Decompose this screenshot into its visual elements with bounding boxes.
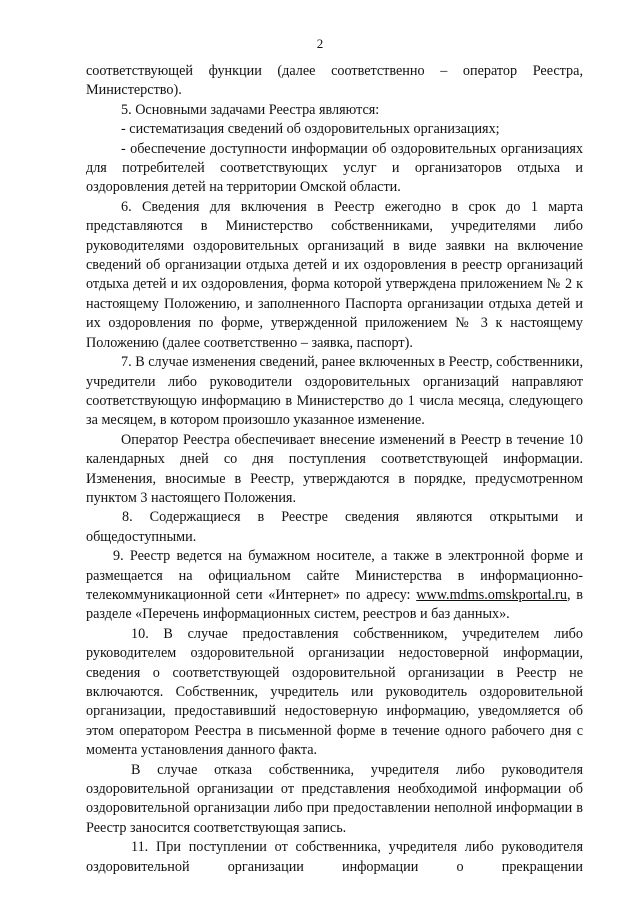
paragraph-10-refusal: В случае отказа собственника, учредителя либо руководителя оздоровительной организации от представления необходимой информации об оздоровительной организации либо при предоставлении неполной информации в Реестр заносится соответствующая запись. (86, 761, 583, 836)
paragraph-11: 11. При поступлении от собственника, учредителя либо руководителя оздоровительной организации информации о прекращении (86, 839, 583, 875)
paragraph-7-operator: Оператор Реестра обеспечивает внесение изменений в Реестр в течение 10 календарных дней со дня поступления соответствующей информации. Изменения, вносимые в Реестр, утверждаются в порядке, предусмотренном пунктом 3 настоящего Положения. (86, 431, 583, 506)
paragraph-5: 5. Основными задачами Реестра являются: (121, 101, 380, 118)
paragraph-continuation: соответствующей функции (далее соответственно – оператор Реестра, Министерство). (86, 63, 583, 99)
paragraph-9 (86, 547, 583, 625)
list-item-systematization: - систематизация сведений об оздоровительных организациях; (121, 121, 500, 138)
paragraph-10: 10. В случае предоставления собственником, учредителем либо руководителем оздоровительной организации недостоверной информации, сведения о соответствующей оздоровительной организации в Реестр не включаются. Собственник, учредитель или руководитель оздоровительной организации, предоставивший недостоверную информацию, уведомляется об этом оператором Реестра в письменной форме в течение одного рабочего дня с момента установления данного факта. (86, 625, 583, 759)
paragraph-9-tail: , в разделе «Перечень информационных систем, реестров и баз данных». (86, 586, 584, 623)
list-item-accessibility: - обеспечение доступности информации об оздоровительных организациях для потребителей соответствующих услуг и организаторов отдыха и оздоровления детей на территории Омской области. (86, 140, 583, 196)
document-body (86, 62, 583, 877)
page-number: 2 (316, 36, 324, 51)
paragraph-9-text: 9. Реестр ведется на бумажном носителе, а также в электронной форме и размещается на официальном сайте Министерства в информационно-телекоммуникационной сети «Интернет» по адресу: (86, 548, 583, 603)
paragraph-8: 8. Содержащиеся в Реестре сведения являются открытыми и общедоступными. (86, 509, 583, 545)
ministry-website-link[interactable]: www.mdms.omskportal.ru (416, 586, 567, 603)
paragraph-7: 7. В случае изменения сведений, ранее включенных в Реестр, собственники, учредители либо руководители оздоровительных организаций направляют соответствующую информацию в Министерство до 1 числа месяца, следующего за месяцем, в котором произошло указанное изменение. (86, 354, 584, 429)
paragraph-6: 6. Сведения для включения в Реестр ежегодно в срок до 1 марта представляются в Министерство собственниками, учредителями либо руководителями оздоровительных организаций в виде заявки на включение сведений об организации отдыха детей и их оздоровления в реестр организаций отдыха детей и их оздоровления, форма которой утверждена приложением № 2 к настоящему Положению, и заполненного Паспорта организации отдыха детей и их оздоровления по форме, утвержденной приложением № 3 к настоящему Положению (далее соответственно – заявка, паспорт). (86, 198, 583, 351)
